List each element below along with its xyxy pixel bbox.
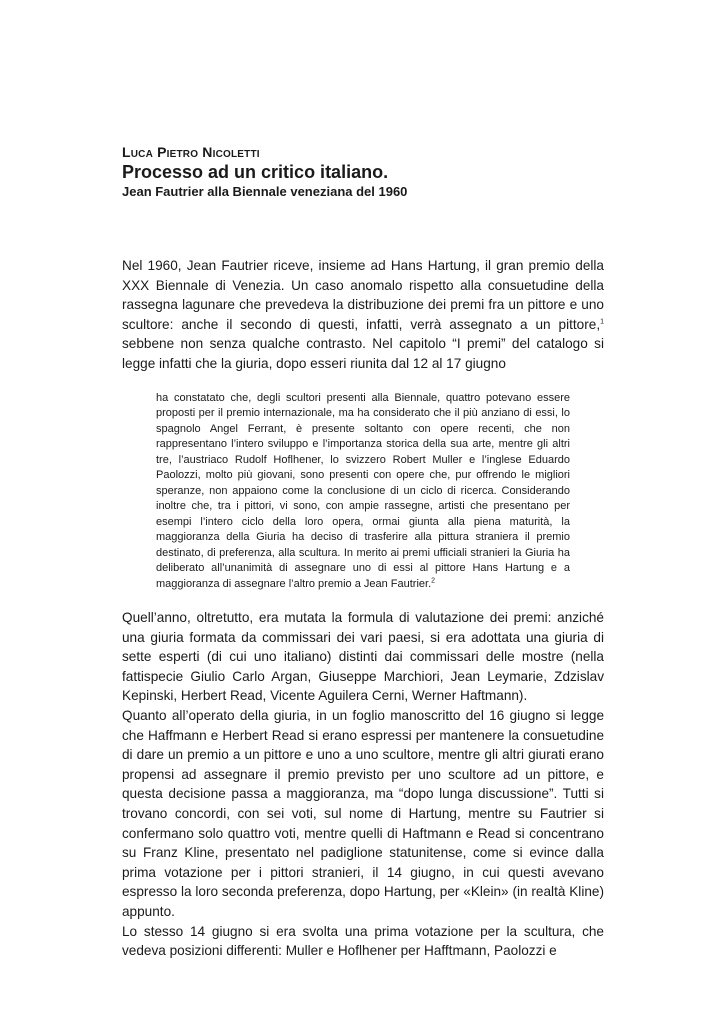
article-title: Processo ad un critico italiano. xyxy=(122,162,389,182)
article-header xyxy=(122,143,604,201)
article-subtitle: Jean Fautrier alla Biennale veneziana del 1960 xyxy=(122,184,408,199)
block-quote xyxy=(156,391,570,593)
paragraph-1 xyxy=(122,256,604,374)
paragraph-2: Quell’anno, oltretutto, era mutata la formula di valutazione dei premi: anziché una giuria formata da commissari dei vari paesi, si era adottata una giuria di sette esperti (di cui uno italiano) distinti dai commissari delle mostre (nella fattispecie Giulio Carlo Argan, Giuseppe Marchiori, Jean Leymarie, Zdzislav Kepinski, Herbert Read, Vicente Aguilera Cerni, Werner Haftmann). xyxy=(122,610,604,704)
quote-text: ha constatato che, degli scultori presenti alla Biennale, quattro potevano essere proposti per il premio internazionale, ma ha considerato che il più anziano di essi, lo spagnolo Angel Ferrant, è presente soltanto con opere recenti, che non rappresentano l’intero sviluppo e l’importanza storica della sua arte, mentre gli altri tre, l’austriaco Rudolf Hoflhener, lo svizzero Robert Muller e l’inglese Eduardo Paolozzi, molto più giovani, sono presenti con opere che, pur offrendo le migliori speranze, non appaiono come la conclusione di un ciclo di ricerca. Considerando inoltre che, tra i pittori, vi sono, con ampie rassegne, artisti che presentano per esempi l’intero ciclo della loro opera, ormai giunta alla piena maturità, la maggioranza della Giuria ha deciso di trasferire alla pittura straniera il premio destinato, di preferenza, alla scultura. In merito ai premi ufficiali stranieri la Giuria ha deliberato all’unanimità di assegnare uno di essi al pittore Hans Hartung e a maggioranza di assegnare l’altro premio a Jean Fautrier. xyxy=(156,391,570,590)
article-body xyxy=(122,256,604,961)
paragraph-4: Lo stesso 14 giugno si era svolta una prima votazione per la scultura, che vedeva posizioni differenti: Muller e Hoflhener per Hafftmann, Paolozzi e xyxy=(122,923,604,959)
paragraph-3: Quanto all’operato della giuria, in un foglio manoscritto del 16 giugno si legge che Haffmann e Herbert Read si erano espressi per mantenere la consuetudine di dare un premio a un pittore e uno a uno scultore, mentre gli altri giurati erano propensi ad assegnare il premio previsto per uno scultore ad un pittore, e questa decisione passa a maggioranza, ma “dopo lunga discussione”. Tutti si trovano concordi, con sei voti, sul nome di Hartung, mentre su Fautrier si confermano solo quattro voti, mentre quelli di Haftmann e Read si concentrano su Franz Kline, presentato nel padiglione statunitense, come si evince dalla prima votazione per i pittori stranieri, il 14 giugno, in cui questi avevano espresso la loro seconda preferenza, dopo Hartung, per «Klein» (in realtà Kline) appunto. xyxy=(122,708,604,919)
footnote-ref-1[interactable]: 1 xyxy=(600,318,604,326)
footnote-ref-2[interactable]: 2 xyxy=(431,576,436,584)
quote-paragraph xyxy=(156,391,570,593)
paragraph-1-continuation: sebbene non senza qualche contrasto. Nel capitolo “I premi” del catalogo si legge infatti che la giuria, dopo esseri riunita dal 12 al 17 giugno xyxy=(122,336,604,371)
paragraph-1-text: Nel 1960, Jean Fautrier riceve, insieme ad Hans Hartung, il gran premio della XXX Biennale di Venezia. Un caso anomalo rispetto alla consuetudine della rassegna lagunare che prevedeva la distribuzione dei premi fra un pittore e uno scultore: anche il secondo di questi, infatti, verrà assegnato a un pittore, xyxy=(122,258,604,332)
author-name: Luca Pietro Nicoletti xyxy=(122,144,260,160)
